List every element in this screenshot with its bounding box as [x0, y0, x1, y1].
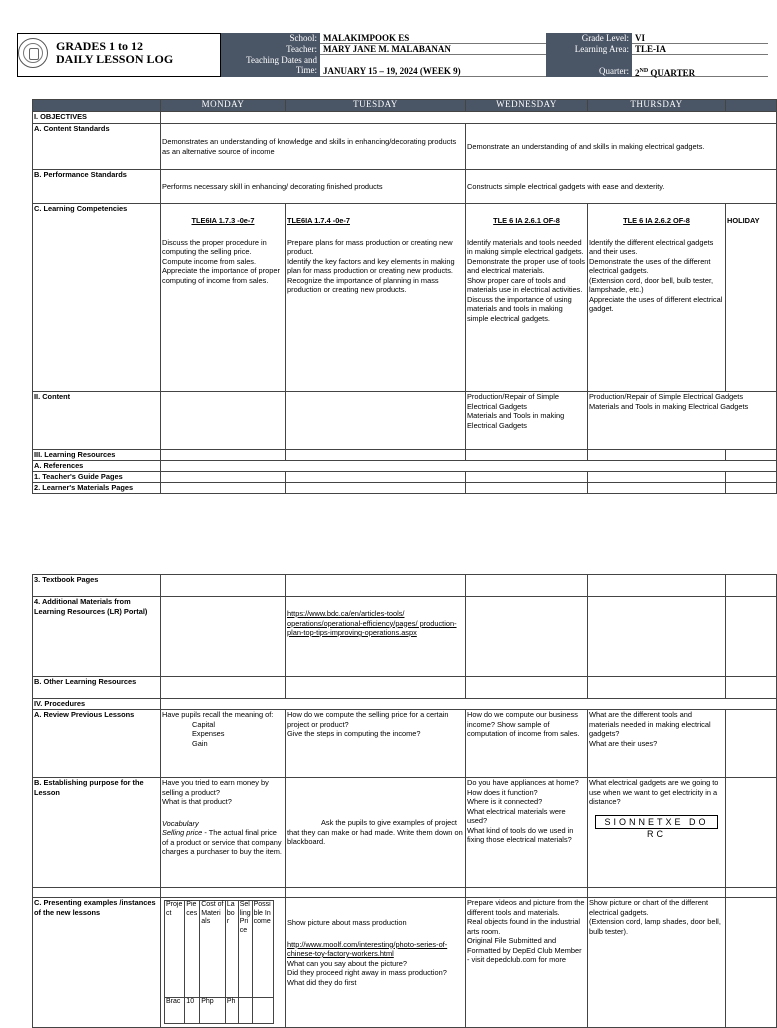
additional-materials-label: 4. Additional Materials from Learning Resources (LR) Portal) [33, 597, 161, 677]
presenting-tuesday-link[interactable]: http://www.moolf.com/interesting/photo-series-of-chinese-toy-factory-workers.html [287, 939, 448, 958]
purpose-monday-definition: - The actual final price of a product or service that company charges a purchaser to buy the item. [162, 828, 282, 856]
competencies-thursday [588, 204, 726, 392]
grade-value: VI [632, 33, 768, 44]
review-tuesday: How do we compute the selling price for a certain project or product? Give the steps in computing the income? [286, 710, 466, 778]
purpose-wednesday: Do you have appliances at home? How does it function? Where is it connected? What electrical materials were used? What kind of tools do we used in fixing those electrical materials? [466, 778, 588, 888]
title-line-2: DAILY LESSON LOG [56, 52, 174, 66]
income-table-cell: Ph [225, 998, 238, 1024]
teacher-value: MARY JANE M. MALABANAN [320, 44, 546, 55]
school-value: MALAKIMPOOK ES [320, 33, 546, 44]
textbook-label: 3. Textbook Pages [33, 575, 161, 597]
review-monday [161, 710, 286, 778]
teachers-guide-label: 1. Teacher's Guide Pages [33, 472, 161, 483]
additional-materials-tuesday [286, 597, 466, 677]
review-thursday: What are the different tools and materials needed in making electrical gadgets? What are their uses? [588, 710, 726, 778]
presenting-monday [161, 898, 286, 1028]
learners-materials-label: 2. Learner's Materials Pages [33, 483, 161, 494]
lesson-log-table-page-2 [32, 574, 777, 1028]
dates-label-line-2: Time: [295, 65, 317, 75]
presenting-thursday: Show picture or chart of the different electrical gadgets. (Extension cord, lamp shades, door bell, bulb tester). [588, 898, 726, 1028]
income-table-cell [252, 998, 273, 1024]
content-standards-mon-tue: Demonstrates an understanding of knowledge and skills in enhancing/decorating products as an alternative source of income [161, 124, 466, 170]
presenting-tuesday [286, 898, 466, 1028]
competency-code-thursday: TLE 6 IA 2.6.2 OF-8 [623, 216, 690, 225]
references-label: A. References [33, 461, 161, 472]
quarter-label: Quarter: [546, 55, 632, 77]
competencies-monday [161, 204, 286, 392]
purpose-monday [161, 778, 286, 888]
day-header-friday [726, 100, 777, 112]
holiday-label: HOLIDAY [727, 216, 760, 225]
review-monday-item: Capital [192, 719, 216, 729]
presenting-wednesday: Prepare videos and picture from the different tools and materials. Real objects found in the industrial arts room. Original File Submitted and Formatted by DepEd Club Member - visit depedclub.com for more [466, 898, 588, 1028]
income-table [164, 900, 274, 1024]
teacher-label: Teacher: [221, 44, 320, 55]
competency-text-thursday: Identify the different electrical gadgets and their uses. Demonstrate the uses of the different electrical gadgets. (Extension cord, door bell, bulb tester, lampshade, etc.) Appreciate the uses of different electrical gadget. [589, 237, 723, 313]
purpose-tuesday [286, 778, 466, 888]
purpose-tuesday-text: Ask the pupils to give examples of project that they can make or had made. Write them down on blackboard. [287, 818, 463, 847]
content-wednesday: Production/Repair of Simple Electrical Gadgets Materials and Tools in making Electrical Gadgets [466, 392, 588, 450]
day-header-blank [33, 100, 161, 112]
day-header-monday: MONDAY [161, 100, 286, 112]
presenting-label: C. Presenting examples /instances of the new lessons [33, 898, 161, 1028]
school-label: School: [221, 33, 320, 44]
title-line-1: GRADES 1 to 12 [56, 39, 144, 53]
other-resources-label: B. Other Learning Resources [33, 677, 161, 699]
procedures-label: IV. Procedures [33, 699, 161, 710]
performance-standards-mon-tue: Performs necessary skill in enhancing/ decorating finished products [161, 170, 466, 204]
income-table-header: Cost of Materials [200, 901, 226, 998]
competencies-label: C. Learning Competencies [33, 204, 161, 392]
content-label: II. Content [33, 392, 161, 450]
competencies-wednesday [466, 204, 588, 392]
presenting-tuesday-questions: What can you say about the picture? Did they proceed right away in mass production? What did they do first [287, 958, 447, 987]
presenting-tuesday-intro: Show picture about mass production [287, 918, 407, 927]
purpose-monday-term: Selling price [162, 828, 203, 837]
lesson-log-table-page-1 [32, 99, 777, 494]
income-table-cell: Php [200, 998, 226, 1024]
grade-label: Grade Level: [546, 33, 632, 44]
competency-text-tuesday: Prepare plans for mass production or creating new product. Identify the key factors and key elements in making plan for mass production or creating new products. Recognize the importance of planning in mass production or creating new products. [287, 237, 455, 294]
purpose-label: B. Establishing purpose for the Lesson [33, 778, 161, 888]
review-wednesday: How do we compute our business income? Show sample of computation of income from sales. [466, 710, 588, 778]
competency-text-wednesday: Identify materials and tools needed in making simple electrical gadgets. Demonstrate the proper use of tools and electrical materials. Show proper care of tools and materials use in electrical activities. Discuss the importance of using materials and tools in making simple electrical gadgets. [467, 237, 585, 323]
content-standards-label: A. Content Standards [33, 124, 161, 170]
dates-label-line-1: Teaching Dates and [246, 55, 317, 65]
resources-label: III. Learning Resources [33, 450, 161, 461]
performance-standards-label: B. Performance Standards [33, 170, 161, 204]
review-monday-item: Expenses [192, 729, 225, 738]
review-monday-prompt: Have pupils recall the meaning of: [162, 710, 274, 719]
quarter-value: 2ND QUARTER [632, 55, 768, 77]
income-table-header: Labor [225, 901, 238, 998]
review-label: A. Review Previous Lessons [33, 710, 161, 778]
day-header-wednesday: WEDNESDAY [466, 100, 588, 112]
day-header-thursday: THURSDAY [588, 100, 726, 112]
objectives-label: I. OBJECTIVES [33, 112, 161, 124]
deped-seal-icon [18, 38, 48, 68]
performance-standards-wed-thu: Constructs simple electrical gadgets with ease and dexterity. [466, 170, 777, 204]
dates-label [221, 55, 320, 77]
day-header-tuesday: TUESDAY [286, 100, 466, 112]
competency-text-monday: Discuss the proper procedure in computing the selling price. Compute income from sales. Appreciate the importance of proper computing of income from sales. [162, 237, 280, 285]
competencies-tuesday [286, 204, 466, 392]
income-table-header: Selling Price [238, 901, 252, 998]
purpose-thursday-text: What electrical gadgets are we going to use when we want to get electricity in a distance? [589, 778, 719, 806]
income-table-header: Possible Income [252, 901, 273, 998]
scrambled-word-box: SIONNETXE DO RC [595, 815, 718, 829]
competency-code-wednesday: TLE 6 IA 2.6.1 OF-8 [493, 216, 560, 225]
dates-value: JANUARY 15 – 19, 2024 (WEEK 9) [320, 55, 546, 77]
area-value: TLE-IA [632, 44, 768, 55]
additional-materials-link[interactable]: https://www.bdc.ca/en/articles-tools/ operations/operational-efficiency/pages/ production-plan-top-tips-improving-operations.aspx [287, 609, 457, 637]
income-table-header: Pieces [185, 901, 200, 998]
purpose-monday-vocabulary: Vocabulary [162, 818, 199, 828]
competencies-friday [726, 204, 777, 392]
income-table-cell: Brac [165, 998, 185, 1024]
content-standards-wed-thu: Demonstrate an understanding of and skills in making electrical gadgets. [466, 124, 777, 170]
competency-code-monday: TLE6IA 1.7.3 -0e-7 [191, 216, 255, 225]
purpose-monday-question: Have you tried to earn money by selling a product? What is that product? [162, 778, 269, 806]
area-label: Learning Area: [546, 44, 632, 55]
review-monday-item: Gain [192, 738, 208, 748]
income-table-cell [238, 998, 252, 1024]
income-table-header: Project [165, 901, 185, 998]
content-thursday: Production/Repair of Simple Electrical Gadgets Materials and Tools in making Electrical Gadgets [588, 392, 777, 450]
income-table-cell: 10 [185, 998, 200, 1024]
purpose-thursday [588, 778, 726, 888]
competency-code-tuesday: TLE6IA 1.7.4 -0e-7 [287, 216, 350, 225]
